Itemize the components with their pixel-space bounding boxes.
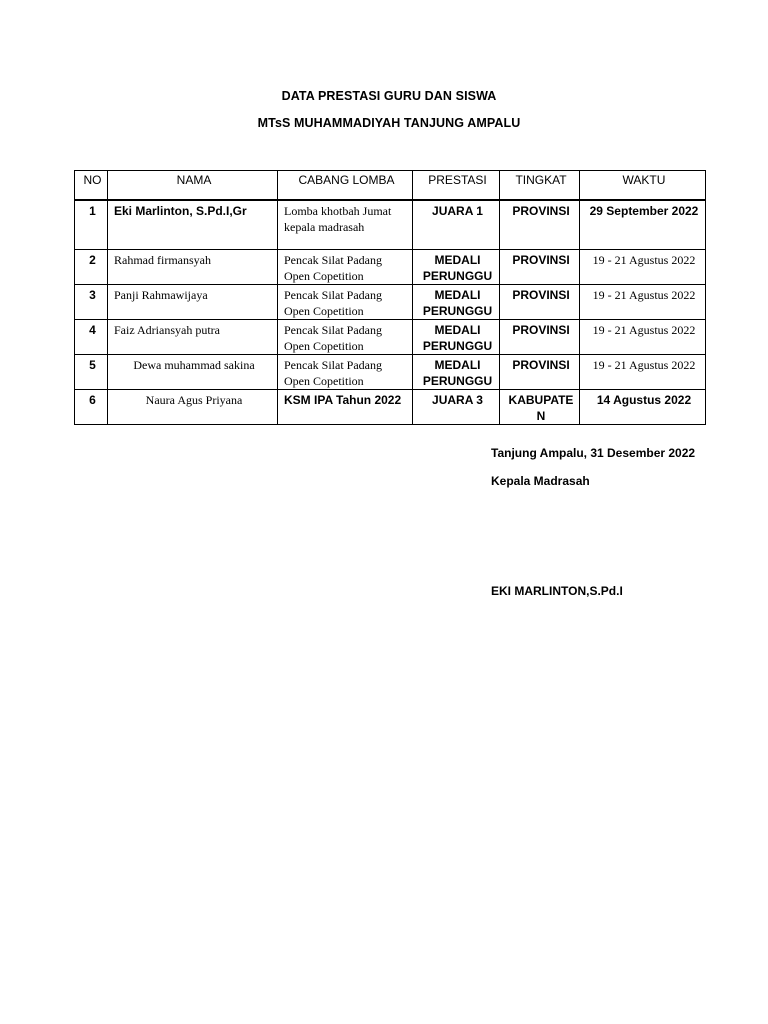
cell-cabang: Pencak Silat Padang Open Copetition [278, 319, 413, 354]
table-row [75, 354, 706, 389]
cell-no: 6 [75, 389, 108, 424]
column-header-nama: NAMA [108, 171, 278, 201]
cell-waktu: 29 September 2022 [580, 200, 706, 249]
cell-tingkat: PROVINSI [500, 354, 580, 389]
cell-tingkat: PROVINSI [500, 319, 580, 354]
column-header-tingkat: TINGKAT [500, 171, 580, 201]
cell-cabang: Pencak Silat Padang Open Copetition [278, 354, 413, 389]
table-header-row [75, 171, 706, 201]
table-row [75, 249, 706, 284]
cell-prestasi: JUARA 1 [413, 200, 500, 249]
cell-cabang: Lomba khotbah Jumat kepala madrasah [278, 200, 413, 249]
cell-cabang: Pencak Silat Padang Open Copetition [278, 284, 413, 319]
cell-nama: Eki Marlinton, S.Pd.I,Gr [108, 200, 278, 249]
achievement-table [74, 170, 706, 425]
cell-waktu: 19 - 21 Agustus 2022 [580, 284, 706, 319]
cell-cabang: Pencak Silat Padang Open Copetition [278, 249, 413, 284]
school-name: MTsS MUHAMMADIYAH TANJUNG AMPALU [257, 116, 521, 130]
cell-prestasi: MEDALI PERUNGGU [413, 284, 500, 319]
column-header-waktu: WAKTU [580, 171, 706, 201]
cell-waktu: 19 - 21 Agustus 2022 [580, 249, 706, 284]
table-row [75, 389, 706, 424]
cell-prestasi: JUARA 3 [413, 389, 500, 424]
cell-prestasi: MEDALI PERUNGGU [413, 319, 500, 354]
column-header-no: NO [75, 171, 108, 201]
column-header-prestasi: PRESTASI [413, 171, 500, 201]
cell-prestasi: MEDALI PERUNGGU [413, 354, 500, 389]
signature-place-date: Tanjung Ampalu, 31 Desember 2022 [491, 446, 696, 460]
cell-waktu: 19 - 21 Agustus 2022 [580, 354, 706, 389]
cell-waktu: 19 - 21 Agustus 2022 [580, 319, 706, 354]
cell-nama: Naura Agus Priyana [108, 389, 278, 424]
cell-no: 5 [75, 354, 108, 389]
cell-no: 2 [75, 249, 108, 284]
cell-tingkat: KABUPATEN [500, 389, 580, 424]
column-header-cabang-lomba: CABANG LOMBA [278, 171, 413, 201]
cell-nama: Dewa muhammad sakina [108, 354, 278, 389]
signature-name: EKI MARLINTON,S.Pd.I [491, 584, 623, 598]
table-row [75, 200, 706, 249]
cell-waktu: 14 Agustus 2022 [580, 389, 706, 424]
cell-no: 4 [75, 319, 108, 354]
cell-tingkat: PROVINSI [500, 249, 580, 284]
cell-nama: Faiz Adriansyah putra [108, 319, 278, 354]
cell-cabang: KSM IPA Tahun 2022 [278, 389, 413, 424]
cell-nama: Panji Rahmawijaya [108, 284, 278, 319]
signature-position: Kepala Madrasah [491, 474, 590, 488]
cell-tingkat: PROVINSI [500, 284, 580, 319]
cell-tingkat: PROVINSI [500, 200, 580, 249]
cell-no: 3 [75, 284, 108, 319]
document-title: DATA PRESTASI GURU DAN SISWA [281, 89, 497, 103]
table-row [75, 319, 706, 354]
cell-no: 1 [75, 200, 108, 249]
cell-prestasi: MEDALI PERUNGGU [413, 249, 500, 284]
cell-nama: Rahmad firmansyah [108, 249, 278, 284]
table-row [75, 284, 706, 319]
